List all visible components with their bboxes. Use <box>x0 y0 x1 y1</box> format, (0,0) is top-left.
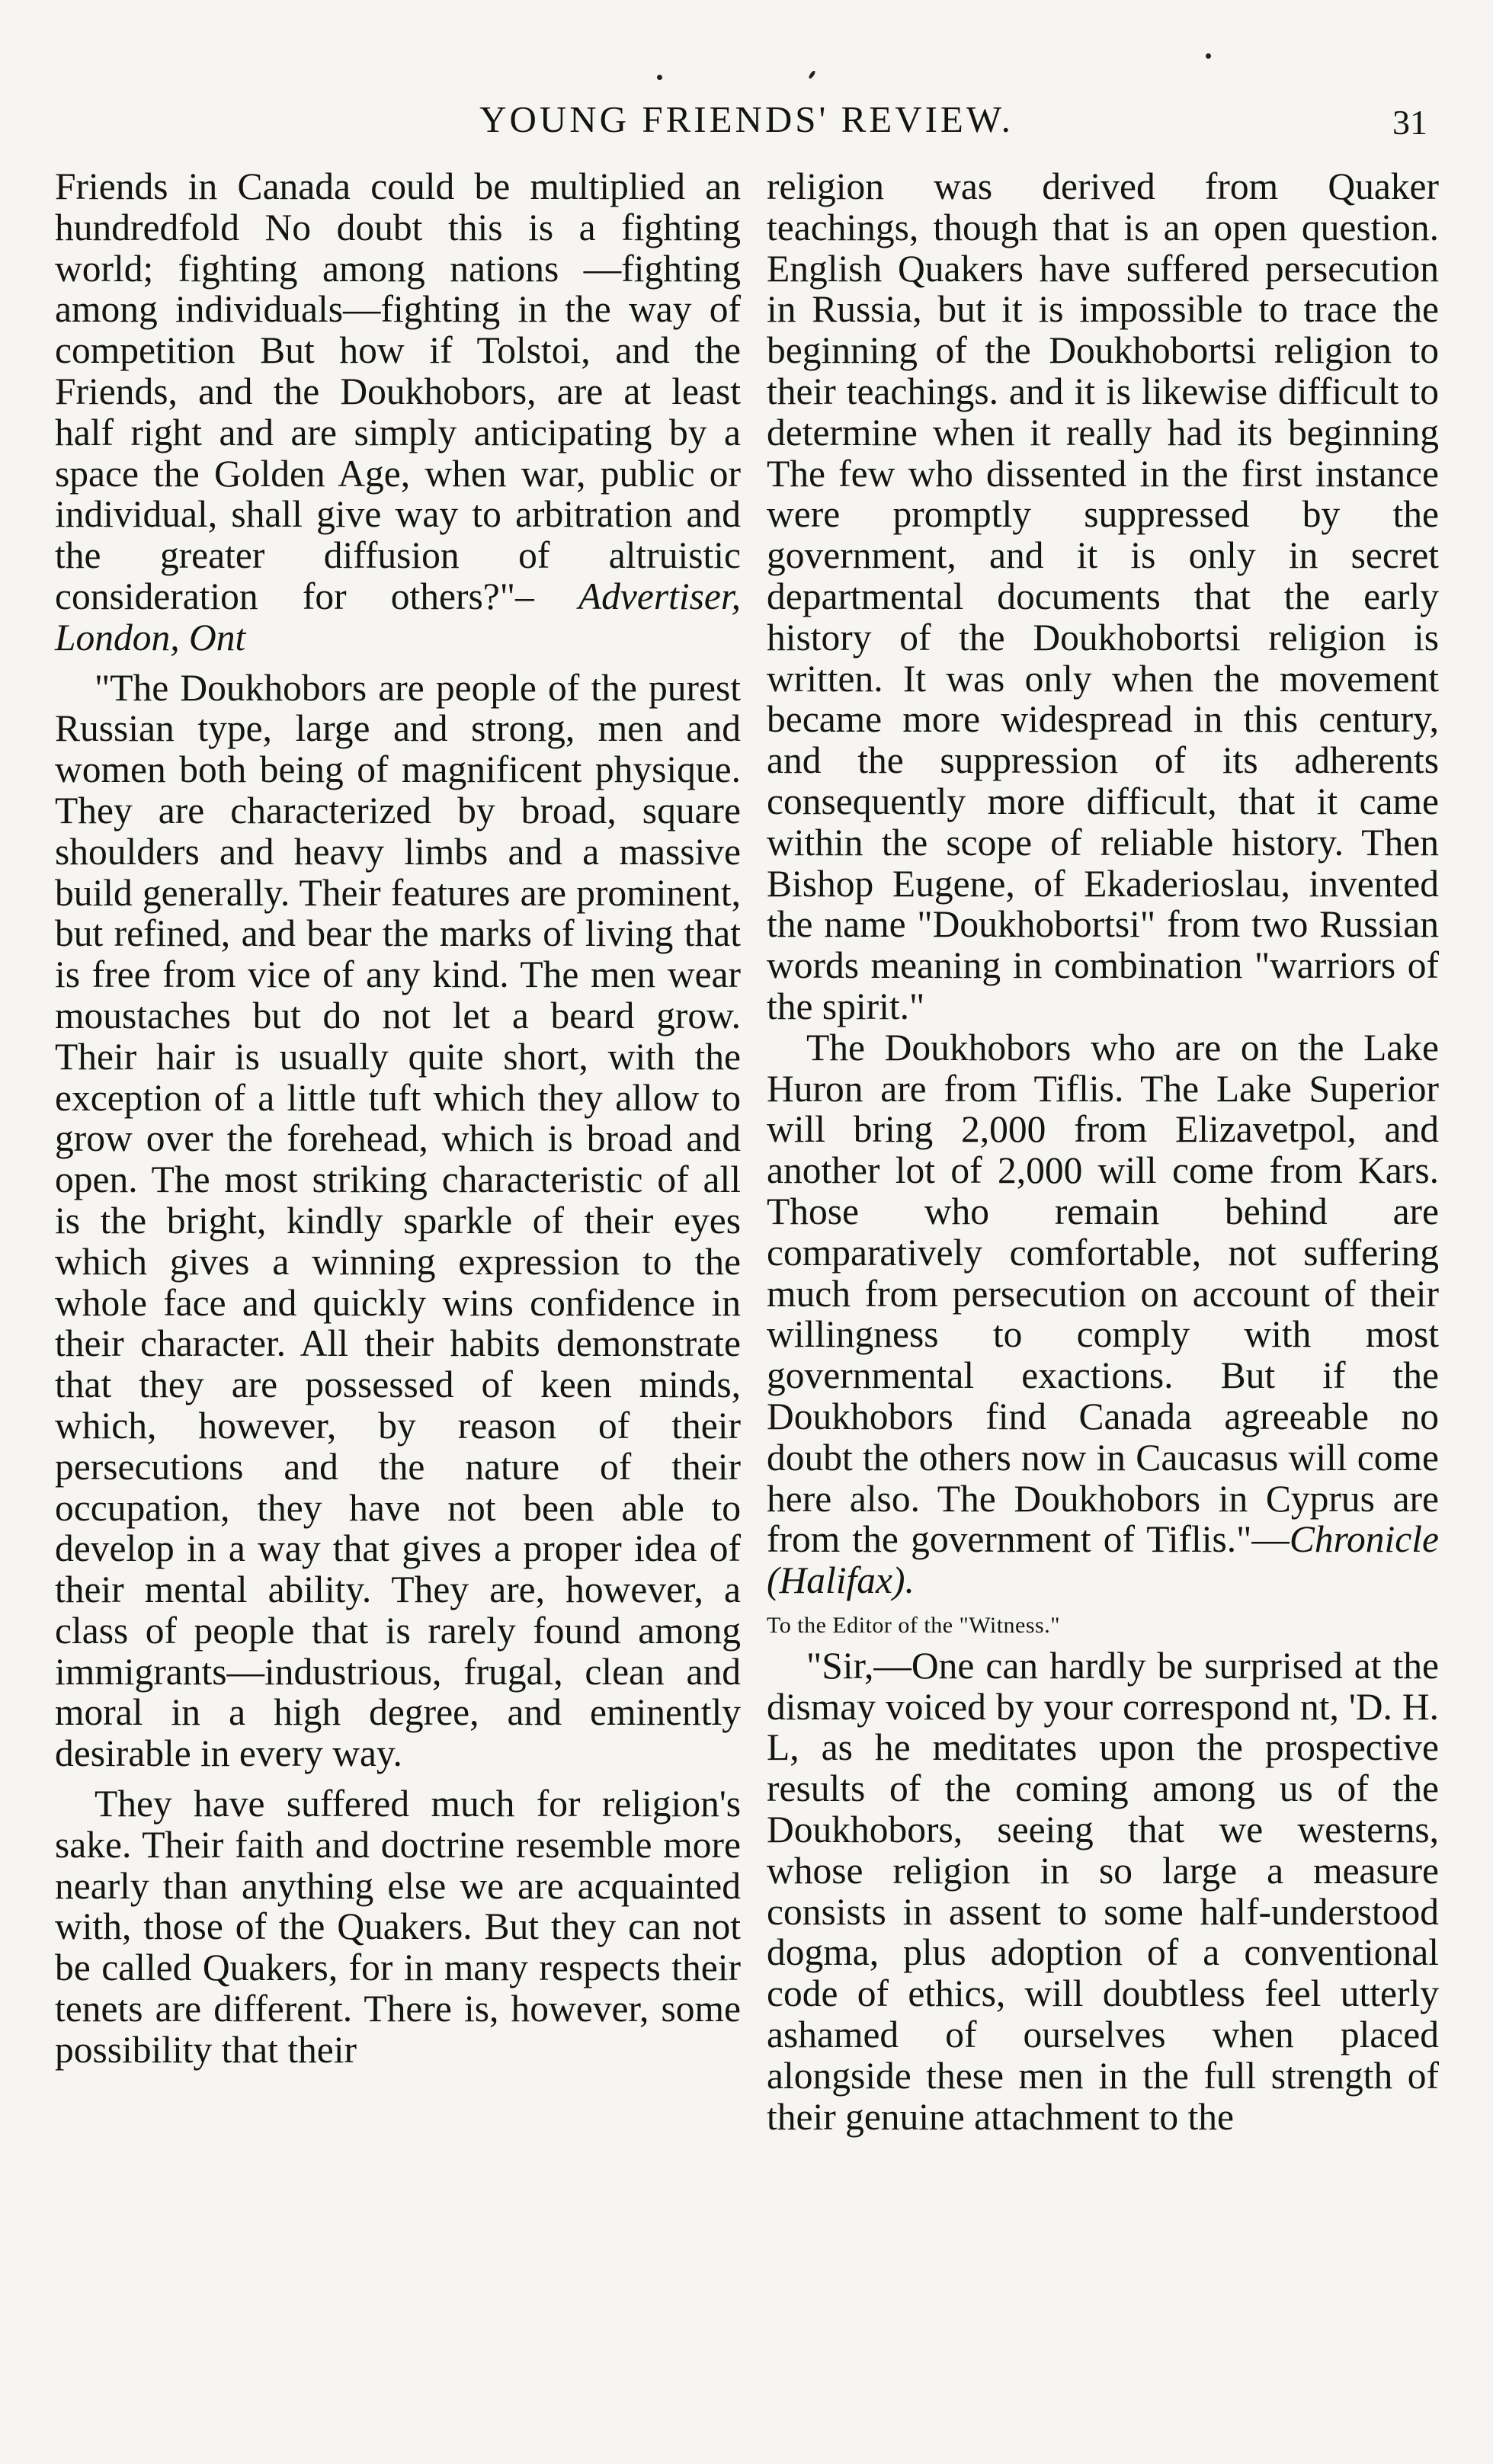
paragraph: religion was derived from Quaker teachings, though that is an open question. English Quakers have suffered persecution in Russia, but it is impossible to trace the beginning of the Doukhobortsi religion to their teachings. and it is likewise difficult to determine when it really had its beginning The few who dissented in the first instance were promptly suppressed by the government, and it is only in secret departmental documents that the early history of the Doukhobortsi religion is written. It was only when the movement became more widespread in this century, and the suppression of its adherents consequently more difficult, that it came within the scope of reliable history. Then Bishop Eugene, of Ekaderioslau, invented the name "Doukhobortsi" from two Russian words meaning in combination "warriors of the spirit." <box>767 165 1439 1027</box>
paragraph-text: The Doukhobors who are on the Lake Huron are from Tiflis. The Lake Superior will bring 2,000 from Elizavetpol, and another lot of 2,000 will come from Kars. Those who remain behind are comparatively comfortable, not suffering much from persecution on account of their willingness to comply with most governmental exactions. But if the Doukhobors find Canada agreeable no doubt the others now in Caucasus will come here also. The Doukhobors in Cyprus are from the government of Tiflis."— <box>767 1026 1439 1561</box>
left-column <box>55 166 741 2071</box>
print-speck <box>1206 53 1211 59</box>
print-speck <box>808 70 816 80</box>
paragraph: "Sir,—One can hardly be surprised at the dismay voiced by your correspond nt, 'D. H. L, as he meditates upon the prospective results of the coming among us of the Doukhobors, seeing that we westerns, whose religion in so large a measure consists in assent to some half-understood dogma, plus adoption of a conventional code of ethics, will doubtless feel utterly ashamed of ourselves when placed alongside these men in the full strength of their genuine attachment to the <box>767 1644 1439 2138</box>
paragraph-text: Friends in Canada could be multiplied an hundredfold No doubt this is a fighting world; fighting among nations —fighting among individuals—fighting in the way of competition But how if Tolstoi, and the Friends, and the Doukhobors, are at least half right and are simply anticipating by a space the Golden Age, when war, public or individual, shall give way to arbitration and the greater diffusion of altruistic consideration for others?"– <box>55 165 741 617</box>
running-title: YOUNG FRIENDS' REVIEW. <box>479 98 1014 140</box>
right-column <box>767 166 1439 2137</box>
source-citation: Chronicle (Halifax). <box>767 1518 1439 1602</box>
paragraph <box>767 1027 1439 1601</box>
paragraph <box>55 166 741 658</box>
source-citation: Advertiser, London, Ont <box>55 575 741 658</box>
paragraph: They have suffered much for religion's sake. Their faith and doctrine resemble more nearly than anything else we are acquainted with, those of the Quakers. But they can not be called Quakers, for in many respects their tenets are different. There is, however, some possibility that their <box>55 1783 741 2071</box>
print-speck <box>657 75 662 80</box>
page-number: 31 <box>1392 103 1427 142</box>
paragraph: "The Doukhobors are people of the purest Russian type, large and strong, men and women both being of magnificent physique. They are characterized by broad, square shoulders and heavy limbs and a massive build generally. Their features are prominent, but refined, and bear the marks of living that is free from vice of any kind. The men wear moustaches but do not let a beard grow. Their hair is usually quite short, with the exception of a little tuft which they allow to grow over the forehead, which is broad and open. The most striking characteristic of all is the bright, kindly sparkle of their eyes which gives a winning expression to the whole face and quickly wins confidence in their character. All their habits demonstrate that they are possessed of keen minds, which, however, by reason of their persecutions and the nature of their occupation, they have not been able to develop in a way that gives a proper idea of their mental ability. They are, however, a class of people that is rarely found among immigrants—industrious, frugal, clean and moral in a high degree, and eminently desirable in every way. <box>55 666 741 1775</box>
letter-heading: To the Editor of the "Witness." <box>767 1612 1060 1638</box>
page-header <box>0 98 1493 159</box>
